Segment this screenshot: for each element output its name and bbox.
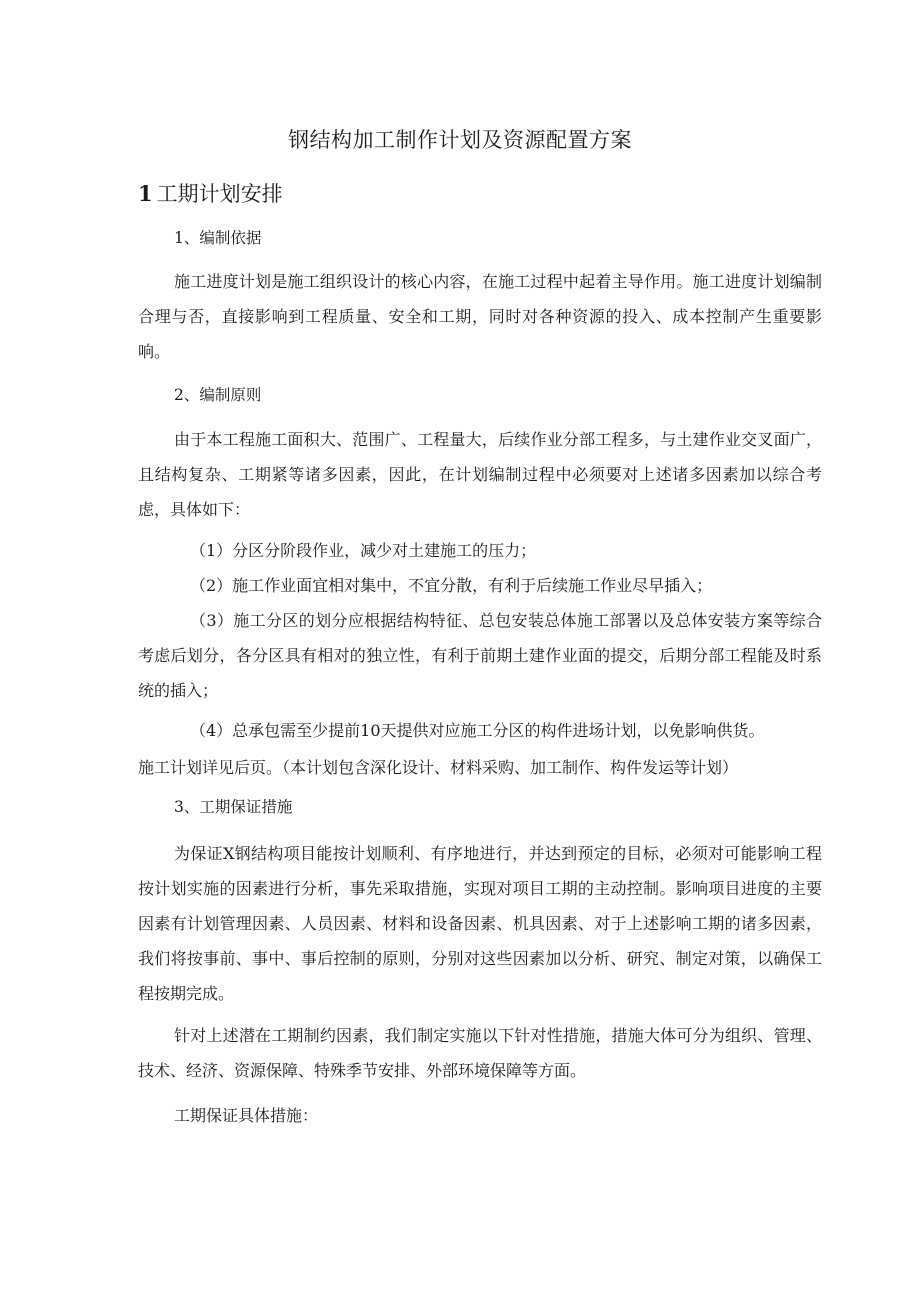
subheading-guarantee: 3、工期保证措施 [174, 798, 293, 816]
paragraph-guarantee-1: 为保证X钢结构项目能按计划顺利、有序地进行，并达到预定的目标，必须对可能影响工程按计划实施的因素进行分析，事先采取措施，实现对项目工期的主动控制。影响项目进度的主要因素有计划管理因素、人员因素、材料和设备因素、机具因素、对于上述影响工期的诸多因素，我们将按事前、事中、事后控制的原则，分别对这些因素加以分析、研究、制定对策，以确保工程按期完成。 [138, 844, 822, 1003]
paragraph-principle: 由于本工程施工面积大、范围广、工程量大，后续作业分部工程多，与土建作业交叉面广，且结构复杂、工期紧等诸多因素，因此，在计划编制过程中必须要对上述诸多因素加以综合考虑，具体如下： [138, 430, 822, 519]
paragraph-basis: 施工进度计划是施工组织设计的核心内容，在施工过程中起着主导作用。施工进度计划编制合理与否，直接影响到工程质量、安全和工期，同时对各种资源的投入、成本控制产生重要影响。 [138, 272, 822, 361]
subheading-principle: 2、编制原则 [174, 386, 262, 404]
plan-note: 施工计划详见后页。（本计划包含深化设计、材料采购、加工制作、构件发运等计划） [138, 758, 739, 777]
section-number: 1 [138, 181, 153, 206]
principle-item-4: （4）总承包需至少提前10天提供对应施工分区的构件进场计划，以免影响供货。 [190, 721, 765, 740]
paragraph-guarantee-2: 针对上述潜在工期制约因素，我们制定实施以下针对性措施，措施大体可分为组织、管理、技术、经济、资源保障、特殊季节安排、外部环境保障等方面。 [138, 1026, 822, 1080]
section-heading-1 [138, 178, 283, 208]
principle-item-1: （1）分区分阶段作业，减少对土建施工的压力； [190, 541, 537, 560]
subheading-basis: 1、编制依据 [174, 229, 262, 247]
section-heading-text: 工期计划安排 [156, 182, 283, 206]
document-title: 钢结构加工制作计划及资源配置方案 [288, 128, 632, 152]
principle-item-3: （3）施工分区的划分应根据结构特征、总包安装总体施工部署以及总体安装方案等综合考虑后划分，各分区具有相对的独立性，有利于前期土建作业面的提交，后期分部工程能及时系统的插入； [138, 611, 822, 700]
principle-item-2: （2）施工作业面宜相对集中，不宜分散，有利于后续施工作业尽早插入； [190, 576, 713, 595]
paragraph-guarantee-3: 工期保证具体措施： [174, 1106, 319, 1125]
